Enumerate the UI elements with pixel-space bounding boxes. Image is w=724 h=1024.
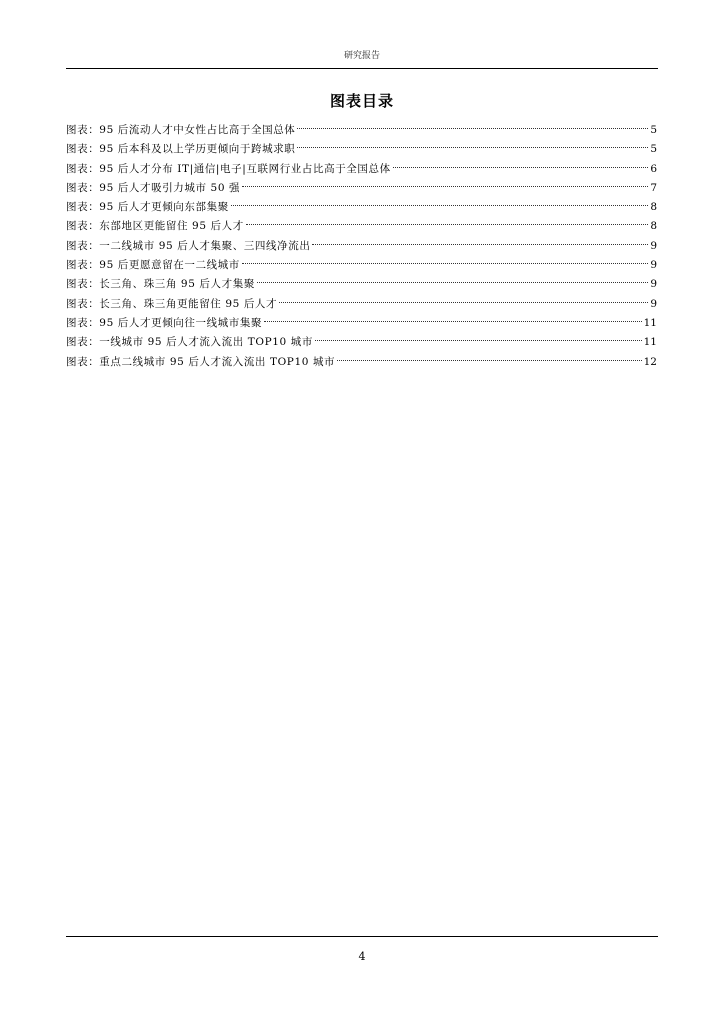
toc-entry[interactable] — [66, 217, 657, 236]
toc-leader-dots — [312, 244, 648, 245]
toc-entry[interactable] — [66, 333, 657, 352]
toc-entry-page: 9 — [650, 278, 657, 291]
toc-entry-page: 11 — [643, 316, 657, 329]
page-number: 4 — [358, 950, 366, 963]
toc-entry[interactable] — [66, 160, 657, 179]
toc-entry-page: 7 — [650, 181, 657, 194]
footer-divider — [66, 936, 658, 937]
toc-entry-text: 图表：95 后人才吸引力城市 50 强 — [66, 181, 241, 194]
toc-entry-text: 图表：95 后人才更倾向往一线城市集聚 — [66, 316, 263, 329]
toc-entry[interactable] — [66, 140, 657, 159]
toc-leader-dots — [315, 340, 642, 341]
toc-entry-page: 9 — [650, 297, 657, 310]
toc-entry-page: 12 — [643, 355, 657, 368]
toc-entry-page: 5 — [650, 143, 657, 156]
toc-entry[interactable] — [66, 237, 657, 256]
toc-leader-dots — [231, 205, 649, 206]
toc-leader-dots — [297, 128, 648, 129]
toc-entry-page: 8 — [650, 201, 657, 214]
toc-entry-text: 图表：东部地区更能留住 95 后人才 — [66, 220, 244, 233]
toc-entry-text: 图表：长三角、珠三角更能留住 95 后人才 — [66, 297, 278, 310]
toc-entry[interactable] — [66, 256, 657, 275]
toc-leader-dots — [279, 302, 648, 303]
toc-leader-dots — [393, 167, 649, 168]
toc-entry-page: 6 — [650, 162, 657, 175]
toc-entry-page: 9 — [650, 259, 657, 272]
toc-leader-dots — [257, 282, 648, 283]
toc-leader-dots — [242, 186, 648, 187]
toc-title: 图表目录 — [329, 92, 394, 110]
toc-entry[interactable] — [66, 179, 657, 198]
toc-entry[interactable] — [66, 198, 657, 217]
toc-entry[interactable] — [66, 295, 657, 314]
toc-entry-text: 图表：95 后本科及以上学历更倾向于跨城求职 — [66, 143, 296, 156]
toc-entry[interactable] — [66, 353, 657, 372]
header-divider — [66, 68, 658, 69]
toc-entry-text: 图表：95 后流动人才中女性占比高于全国总体 — [66, 124, 296, 136]
toc-entry-text: 图表：一线城市 95 后人才流入流出 TOP10 城市 — [66, 336, 313, 349]
toc-leader-dots — [297, 147, 648, 148]
toc-entry-text: 图表：一二线城市 95 后人才集聚、三四线净流出 — [66, 239, 311, 252]
toc-entry-page: 9 — [650, 239, 657, 252]
toc-leader-dots — [264, 321, 642, 322]
page-header: 研究报告 — [343, 51, 380, 61]
toc-entry-text: 图表：长三角、珠三角 95 后人才集聚 — [66, 278, 255, 291]
toc-leader-dots — [337, 360, 641, 361]
toc-entry[interactable] — [66, 314, 657, 333]
toc-entry-page: 11 — [643, 336, 657, 349]
toc-entry[interactable] — [66, 121, 657, 140]
toc-leader-dots — [246, 224, 648, 225]
toc-entry-text: 图表：重点二线城市 95 后人才流入流出 TOP10 城市 — [66, 355, 336, 368]
toc-entry-text: 图表：95 后人才更倾向东部集聚 — [66, 201, 229, 214]
toc-entry-page: 8 — [650, 220, 657, 233]
toc-leader-dots — [242, 263, 648, 264]
toc-list — [66, 121, 657, 372]
toc-entry-page: 5 — [650, 124, 657, 136]
toc-entry[interactable] — [66, 275, 657, 294]
toc-entry-text: 图表：95 后人才分布 IT|通信|电子|互联网行业占比高于全国总体 — [66, 162, 391, 175]
toc-entry-text: 图表：95 后更愿意留在一二线城市 — [66, 259, 240, 272]
